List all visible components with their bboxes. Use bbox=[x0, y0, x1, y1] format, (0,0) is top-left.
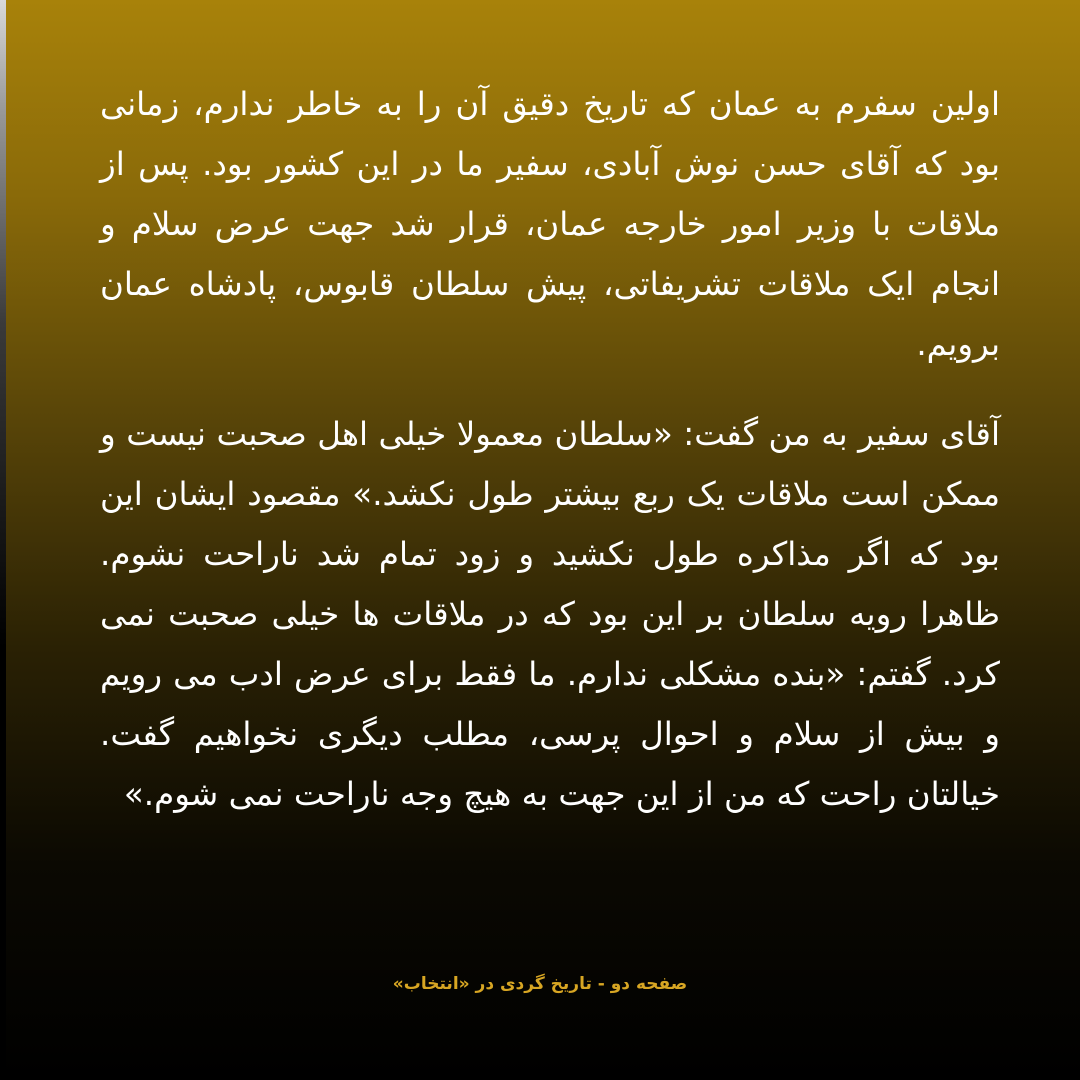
paragraph-ambassador-advice: آقای سفیر به من گفت: «سلطان معمولا خیلی اهل صحبت نیست و ممکن است ملاقات یک ربع بیشتر طول نکشد.» مقصود ایشان این بود که اگر مذاکره طول نکشید و زود تمام شد ناراحت نشوم. ظاهرا رویه سلطان بر این بود که در ملاقات ها خیلی صحبت نمی کرد. گفتم: «بنده مشکلی ندارم. ما فقط برای عرض ادب می رویم و بیش از سلام و احوال پرسی، مطلب دیگری نخواهیم گفت. خیالتان راحت که من از این جهت به هیچ وجه ناراحت نمی شوم.» bbox=[100, 415, 1000, 813]
left-edge-strip bbox=[0, 0, 6, 1080]
footer-caption: صفحه دو - تاریخ گردی در «انتخاب» bbox=[392, 974, 688, 994]
paragraph-first-trip: اولین سفرم به عمان که تاریخ دقیق آن را به خاطر ندارم، زمانی بود که آقای حسن نوش آبادی، سفیر ما در این کشور بود. پس از ملاقات با وزیر امور خارجه عمان، قرار شد جهت عرض سلام و انجام ایک ملاقات تشریفاتی، پیش سلطان قابوس، پادشاه عمان برویم. bbox=[100, 85, 1000, 363]
